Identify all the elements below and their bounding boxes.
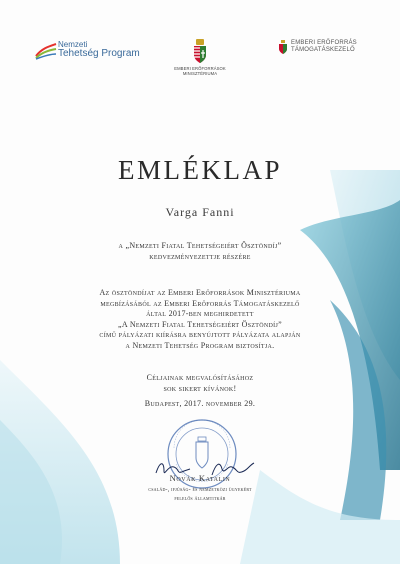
wish-text (0, 373, 400, 394)
ett-logo-line1: EMBERI ERŐFORRÁS (291, 40, 357, 47)
body-line-1: Az ösztöndíjat az Emberi Erőforrások Minisztériuma (99, 288, 301, 297)
body-line-2: megbízásából az Emberi Erőforrás Támogatáskezelő (100, 298, 300, 308)
ntp-logo-line2: Tehetség Program (58, 48, 140, 59)
award-text (0, 241, 400, 262)
ett-logo-text (291, 40, 357, 54)
ntp-logo-icon (34, 40, 58, 60)
hungarian-coat-of-arms-icon (193, 38, 207, 64)
signer-title (0, 486, 400, 503)
wish-line-2: sok sikert kívánok! (163, 383, 237, 393)
recipient-name: Varga Fanni (165, 205, 235, 219)
award-line-1: a „Nemzeti Fiatal Tehetségeiért Ösztöndíj” (118, 241, 282, 250)
emmi-logo-text (174, 66, 226, 76)
award-line-2: kedvezményezettje részére (149, 251, 251, 261)
ntp-logo-text (58, 41, 140, 59)
signer-title-line-1: család-, ifjúság- és nemzetközi ügyekért (148, 487, 252, 493)
body-line-3: által 2017-ben meghirdetett (146, 309, 254, 318)
emmi-logo (160, 38, 240, 76)
body-line-4: „A Nemzeti Fiatal Tehetségeiért Ösztöndíj” (118, 319, 282, 329)
signer-title-line-2: felelős államtitkár (174, 495, 226, 502)
certificate-title: EMLÉKLAP (118, 155, 282, 185)
body-text (0, 288, 400, 351)
ntp-logo (34, 40, 140, 60)
emmi-logo-line1: EMBERI ERŐFORRÁSOK (174, 66, 226, 71)
wish-line-1: Céljainak megvalósításához (146, 373, 254, 382)
place-date: Budapest, 2017. november 29. (144, 399, 256, 408)
ett-coat-of-arms-icon (279, 40, 287, 54)
ett-logo-line2: TÁMOGATÁSKEZELŐ (291, 47, 355, 53)
signer-name: Novák Katalin (169, 473, 231, 483)
ett-logo (279, 40, 357, 54)
body-line-5: című pályázati kiírásra benyújtott pályázata alapján (99, 330, 301, 339)
ntp-logo-line1: Nemzeti (58, 40, 88, 49)
emmi-logo-line2: MINISZTÉRIUMA (182, 71, 218, 77)
body-line-6: a Nemzeti Tehetség Program biztosítja. (125, 340, 275, 350)
